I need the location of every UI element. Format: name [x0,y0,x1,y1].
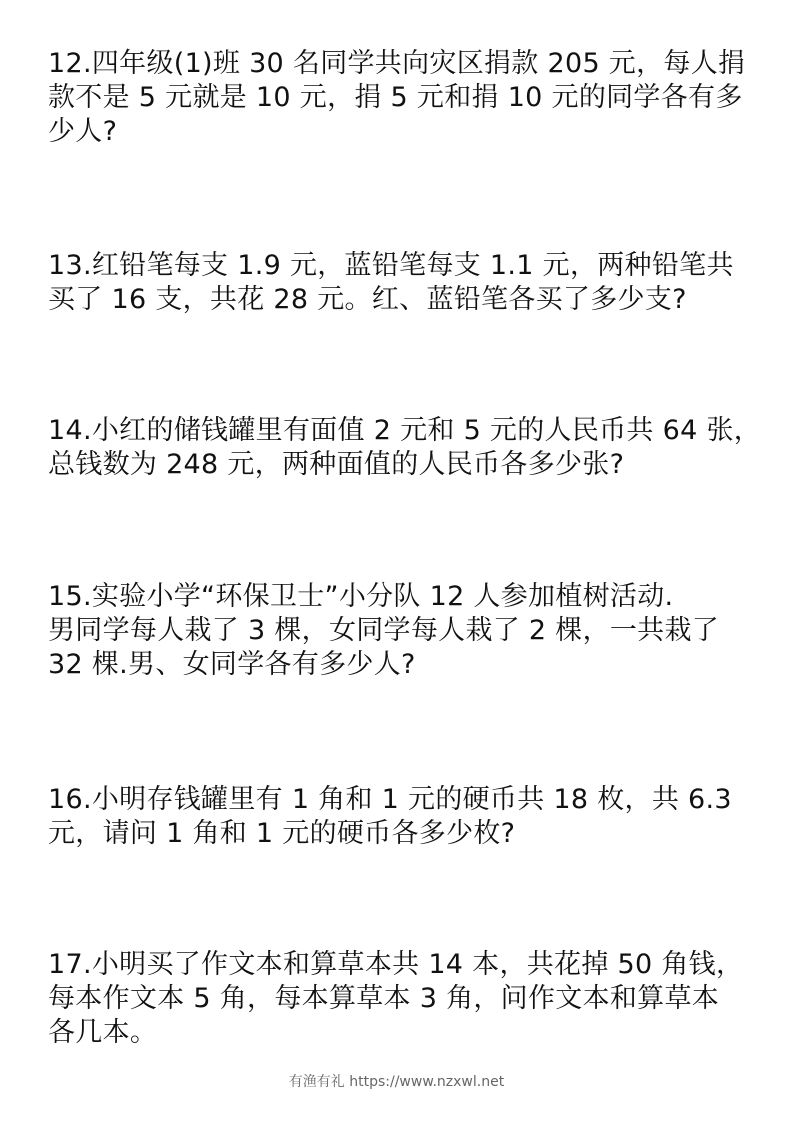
problem-16 [48,783,748,851]
problem-15-line-3: 32 棵.男、女同学各有多少人? [48,649,416,680]
problem-14 [48,414,762,482]
problem-12 [48,47,748,149]
problem-16-line-2: 元，请问 1 角和 1 元的硬币各多少枚? [48,818,516,849]
problem-13 [48,249,748,317]
problem-13-line-1: 13.红铅笔每支 1.9 元，蓝铅笔每支 1.1 元，两种铅笔共 [48,250,734,281]
problem-12-line-1: 12.四年级(1)班 30 名同学共向灾区捐款 205 元，每人捐 [48,48,746,79]
problem-14-line-1: 14.小红的储钱罐里有面值 2 元和 5 元的人民币共 64 张， [48,415,762,446]
problem-15-line-1: 15.实验小学“环保卫士”小分队 12 人参加植树活动. [48,581,674,612]
problem-13-line-2: 买了 16 支，共花 28 元。红、蓝铅笔各买了多少支? [48,284,687,315]
problem-17-line-1: 17.小明买了作文本和算草本共 14 本，共花掉 50 角钱， [48,949,744,980]
problem-16-line-1: 16.小明存钱罐里有 1 角和 1 元的硬币共 18 枚，共 6.3 [48,784,732,815]
problem-17-line-3: 各几本。 [48,1017,158,1048]
page-footer: 有渔有礼 https://www.nzxwl.net [288,1074,505,1090]
problem-17 [48,948,748,1050]
problem-15-line-2: 男同学每人栽了 3 棵，女同学每人栽了 2 棵，一共栽了 [48,615,720,646]
problem-12-line-3: 少人? [48,116,118,147]
problem-14-line-2: 总钱数为 248 元，两种面值的人民币各多少张? [48,449,625,480]
problem-15 [48,580,748,682]
problem-17-line-2: 每本作文本 5 角，每本算草本 3 角，问作文本和算草本 [48,983,720,1014]
problem-12-line-2: 款不是 5 元就是 10 元，捐 5 元和捐 10 元的同学各有多 [48,82,743,113]
